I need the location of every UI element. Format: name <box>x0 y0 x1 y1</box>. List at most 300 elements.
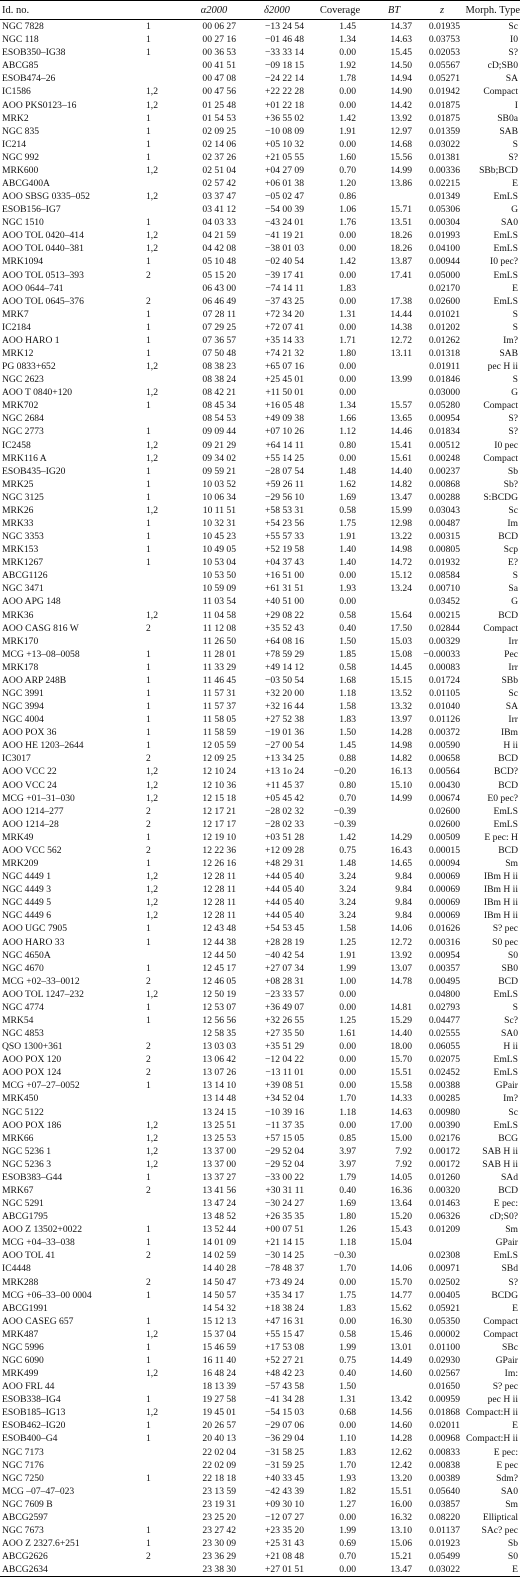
table-row <box>0 59 520 72</box>
cell-bt: 14.77 <box>390 1289 412 1301</box>
cell-bt: 16.00 <box>390 1498 412 1510</box>
table-row <box>0 1537 520 1550</box>
cell-coverage: 1.80 <box>339 1211 356 1223</box>
cell-id: AOO 0644–741 <box>2 282 64 294</box>
cell-ra: 11 46 45 <box>202 674 236 686</box>
cell-coverage: 0.40 <box>339 1184 356 1196</box>
cell-ra: 13 37 27 <box>202 1171 236 1183</box>
cell-morph: BCDG <box>491 1289 518 1301</box>
cell-z: 0.01724 <box>428 674 460 686</box>
cell-bt <box>368 595 420 608</box>
cell-z: 0.00285 <box>428 1093 460 1105</box>
table-row <box>0 1354 520 1367</box>
cell-ra: 09 34 02 <box>202 452 236 464</box>
cell-ref <box>140 595 186 608</box>
cell-id: NGC 4449 3 <box>2 884 52 896</box>
cell-ra: 15 46 59 <box>202 1341 236 1353</box>
cell-ra: 20 40 13 <box>202 1433 236 1445</box>
table-row <box>0 1014 520 1027</box>
cell-coverage: 0.00 <box>339 86 356 98</box>
cell-morph: Irr <box>508 661 518 673</box>
cell-ra: 11 03 54 <box>202 596 236 608</box>
cell-id: AOO Z 2327.6+251 <box>2 1538 80 1550</box>
cell-z: 0.05306 <box>428 204 460 216</box>
cell-coverage: 1.99 <box>339 1525 356 1537</box>
table-row <box>0 412 520 425</box>
cell-ra: 06 43 00 <box>202 282 236 294</box>
cell-ra: 07 50 48 <box>202 347 236 359</box>
cell-ref: 2 <box>146 1250 151 1262</box>
cell-z: 0.01626 <box>428 923 460 935</box>
table-row <box>0 151 520 164</box>
cell-morph: S? <box>508 47 518 59</box>
cell-dec: +09 30 10 <box>265 1498 304 1510</box>
table-body <box>0 20 520 1577</box>
cell-id: AOO 1214–28 <box>2 818 59 830</box>
cell-ra: 22 18 18 <box>202 1472 236 1484</box>
cell-morph: S:BCDG <box>483 491 518 503</box>
cell-bt: 14.45 <box>390 661 412 673</box>
cell-dec: +04 37 43 <box>265 557 304 569</box>
cell-bt <box>368 386 420 399</box>
cell-ref: 1,2 <box>146 164 158 176</box>
cell-morph: Compact:H ii <box>466 1433 518 1445</box>
cell-morph: SBb <box>501 674 518 686</box>
cell-bt: 7.92 <box>395 1158 412 1170</box>
cell-ra: 00 41 51 <box>202 60 236 72</box>
table-row <box>0 844 520 857</box>
table-row <box>0 648 520 661</box>
cell-ra: 13 48 52 <box>202 1211 236 1223</box>
cell-coverage: 0.70 <box>339 1551 356 1563</box>
cell-bt: 15.12 <box>390 570 412 582</box>
cell-z: 0.02555 <box>428 1028 460 1040</box>
cell-coverage: 1.40 <box>339 557 356 569</box>
cell-morph: Elliptical <box>482 1511 518 1523</box>
cell-coverage: 0.00 <box>339 1119 356 1131</box>
cell-dec: +44 05 40 <box>265 897 304 909</box>
cell-morph: S <box>512 138 518 150</box>
cell-id: NGC 3125 <box>2 491 44 503</box>
table-row <box>0 1550 520 1563</box>
cell-z: 0.02844 <box>428 622 460 634</box>
cell-morph: Scp <box>503 544 518 556</box>
cell-bt: 17.38 <box>390 295 412 307</box>
cell-bt: 13.11 <box>390 347 412 359</box>
cell-bt <box>368 190 420 203</box>
cell-z: 0.05567 <box>428 60 460 72</box>
table-row <box>0 530 520 543</box>
table-row <box>0 935 520 948</box>
cell-dec: +04 27 09 <box>265 164 304 176</box>
cell-id: MCG +04–33–038 <box>2 1237 75 1249</box>
cell-z: 0.01021 <box>428 308 460 320</box>
cell-bt: 13.01 <box>390 1341 412 1353</box>
cell-bt: 15.29 <box>390 1014 412 1026</box>
cell-id: ABCG400A <box>2 177 50 189</box>
cell-morph: EmLS <box>493 230 518 242</box>
cell-morph: GPair <box>495 1355 518 1366</box>
cell-ra: 02 57 42 <box>202 177 236 189</box>
cell-z: 0.02567 <box>428 1368 460 1380</box>
cell-ra: 10 06 34 <box>202 491 236 503</box>
cell-morph: I0 pec <box>494 439 518 451</box>
table-row <box>0 687 520 700</box>
cell-bt: 16.43 <box>390 844 412 856</box>
cell-ref: 1 <box>146 217 151 229</box>
cell-id: MRK49 <box>2 831 34 843</box>
cell-ra: 10 11 51 <box>202 504 236 516</box>
cell-coverage: 1.85 <box>339 648 356 660</box>
cell-bt: 9.84 <box>395 871 412 883</box>
cell-morph: cD;S0? <box>489 1211 518 1223</box>
cell-dec: +78 59 29 <box>265 648 304 660</box>
cell-morph: G <box>511 204 518 216</box>
cell-morph: EmLS <box>493 295 518 307</box>
cell-dec: +27 35 50 <box>265 1028 304 1040</box>
cell-z: 0.03753 <box>428 34 460 46</box>
cell-dec: +07 10 26 <box>265 426 304 438</box>
cell-z: 0.00390 <box>428 1119 460 1131</box>
cell-coverage: 0.00 <box>339 243 356 255</box>
cell-id: NGC 5122 <box>2 1106 44 1118</box>
cell-ra: 12 43 48 <box>202 923 236 935</box>
cell-morph: Sc <box>508 21 518 33</box>
cell-coverage: 0.40 <box>339 1368 356 1380</box>
table-row <box>0 46 520 59</box>
cell-morph: SA0 <box>500 217 518 229</box>
cell-coverage: 0.69 <box>339 1538 356 1550</box>
table-row <box>0 1432 520 1445</box>
cell-dec: +11 50 01 <box>265 387 304 399</box>
cell-id: AOO ARP 248B <box>2 674 67 686</box>
cell-ra: 08 45 34 <box>202 400 236 412</box>
cell-dec: −12 07 27 <box>265 1511 304 1523</box>
cell-coverage: 1.82 <box>339 1485 356 1497</box>
table-row <box>0 386 520 399</box>
table-row <box>0 1145 520 1158</box>
table-row <box>0 543 520 556</box>
cell-id: MCG –07–47–023 <box>2 1485 75 1497</box>
cell-id: AOO VCC 562 <box>2 844 62 856</box>
cell-id: MRK499 <box>2 1368 39 1380</box>
cell-ref: 1 <box>146 1001 151 1013</box>
cell-z: 0.00838 <box>428 1459 460 1471</box>
cell-id: NGC 5236 1 <box>2 1145 52 1157</box>
cell-coverage: 1.71 <box>339 334 356 346</box>
cell-ref: 1 <box>146 923 151 935</box>
cell-ra: 13 25 53 <box>202 1132 236 1144</box>
cell-z: 0.02600 <box>428 818 460 830</box>
cell-coverage: 0.00 <box>339 387 356 399</box>
cell-morph: BCG <box>498 1132 518 1144</box>
cell-coverage: 0.00 <box>339 138 356 150</box>
cell-dec: +73 49 24 <box>265 1276 304 1288</box>
cell-dec: +40 33 45 <box>265 1472 304 1484</box>
cell-ref: 1 <box>146 125 151 137</box>
cell-morph: cD;SB0 <box>487 60 518 72</box>
cell-z: 0.02600 <box>428 295 460 307</box>
cell-coverage: 1.18 <box>339 688 356 700</box>
table-row <box>0 1249 520 1262</box>
cell-ref: 1,2 <box>146 766 158 778</box>
cell-z: 0.08220 <box>428 1511 460 1523</box>
table-row <box>0 98 520 111</box>
cell-morph: BCD <box>498 531 518 543</box>
cell-coverage: 1.10 <box>339 1433 356 1445</box>
cell-morph: Compact <box>483 400 518 412</box>
cell-ra: 11 04 58 <box>202 609 236 621</box>
cell-ref: 1 <box>146 674 151 686</box>
cell-dec: +49 09 38 <box>265 413 304 425</box>
cell-dec: +08 28 31 <box>265 975 304 987</box>
cell-coverage: 1.83 <box>339 282 356 294</box>
table-row <box>0 452 520 465</box>
table-row <box>0 674 520 687</box>
cell-ra: 14 54 32 <box>202 1302 236 1314</box>
cell-dec: +16 51 00 <box>265 570 304 582</box>
table-row <box>0 1419 520 1432</box>
cell-dec: +49 14 12 <box>265 661 304 673</box>
table-row <box>0 779 520 792</box>
table-row <box>0 33 520 46</box>
cell-ref: 1 <box>146 1538 151 1550</box>
cell-ra: 00 47 08 <box>202 73 236 85</box>
cell-coverage: −0.39 <box>333 805 356 817</box>
cell-id: NGC 4774 <box>2 1001 44 1013</box>
cell-dec: +52 27 21 <box>265 1355 304 1366</box>
cell-coverage: 1.06 <box>339 204 356 216</box>
cell-ra: 02 14 06 <box>202 138 236 150</box>
cell-bt: 14.56 <box>390 1407 412 1419</box>
cell-ra: 10 53 04 <box>202 557 236 569</box>
table-row <box>0 1315 520 1328</box>
cell-z: 0.02011 <box>429 1420 460 1432</box>
cell-z: 0.00968 <box>428 1433 460 1445</box>
cell-dec: +27 07 34 <box>265 962 304 974</box>
cell-id: NGC 992 <box>2 151 40 163</box>
cell-dec: +58 53 31 <box>265 504 304 516</box>
cell-ra: 23 25 20 <box>202 1511 236 1523</box>
cell-dec: −78 48 37 <box>265 1263 304 1275</box>
cell-id: AOO T 0840+120 <box>2 387 73 399</box>
cell-ra: 13 47 24 <box>202 1198 236 1210</box>
cell-ra: 20 26 57 <box>202 1420 236 1432</box>
cell-dec: −28 02 32 <box>265 805 304 817</box>
cell-dec: −57 43 58 <box>265 1381 304 1393</box>
cell-morph: SA <box>505 701 518 713</box>
cell-z: 0.01209 <box>428 1224 460 1236</box>
cell-ref: 1 <box>146 1525 151 1537</box>
cell-ref: 1 <box>146 518 151 529</box>
cell-ref: 2 <box>146 622 151 634</box>
cell-coverage: 0.70 <box>339 792 356 804</box>
cell-coverage: 1.60 <box>339 151 356 163</box>
cell-z: 0.01105 <box>429 688 460 700</box>
cell-id: MRK170 <box>2 635 39 647</box>
cell-bt: 9.84 <box>395 897 412 909</box>
cell-z: 0.02793 <box>428 1001 460 1013</box>
cell-dec: −10 08 09 <box>265 125 304 137</box>
cell-ref: 1,2 <box>146 779 158 791</box>
cell-z: 0.01935 <box>428 21 460 33</box>
cell-z: 0.05000 <box>428 269 460 281</box>
cell-id: NGC 4449 5 <box>2 897 52 909</box>
cell-bt: 15.03 <box>390 635 412 647</box>
cell-id: IC1586 <box>2 86 31 98</box>
table-row <box>0 635 520 648</box>
cell-id: NGC 7828 <box>2 21 44 33</box>
cell-bt: 15.08 <box>390 648 412 660</box>
cell-ref <box>140 1446 186 1459</box>
cell-z: 0.00430 <box>428 779 460 791</box>
cell-z: 0.00512 <box>428 439 460 451</box>
cell-coverage: 1.25 <box>339 936 356 948</box>
cell-ra: 13 37 00 <box>202 1158 236 1170</box>
cell-morph: E? <box>507 557 518 569</box>
cell-id: NGC 2623 <box>2 374 44 386</box>
cell-coverage: 3.97 <box>339 1145 356 1157</box>
cell-coverage: 1.42 <box>339 256 356 268</box>
cell-ref: 1 <box>146 936 151 948</box>
table-row <box>0 465 520 478</box>
cell-z: 0.01942 <box>428 86 460 98</box>
cell-morph: E0 pec? <box>487 792 518 804</box>
cell-coverage: 1.78 <box>339 73 356 85</box>
cell-ra: 13 52 44 <box>202 1224 236 1236</box>
cell-z: 0.01100 <box>429 1341 460 1353</box>
cell-dec: −38 01 03 <box>265 243 304 255</box>
table-row <box>0 242 520 255</box>
cell-ref: 2 <box>146 805 151 817</box>
cell-ref: 1,2 <box>146 609 158 621</box>
cell-coverage: 0.88 <box>339 753 356 765</box>
cell-bt: 14.40 <box>390 1028 412 1040</box>
cell-ra: 08 38 23 <box>202 361 236 373</box>
cell-z: 0.06326 <box>428 1211 460 1223</box>
cell-coverage: 0.00 <box>339 988 356 1000</box>
cell-bt: 15.62 <box>390 1302 412 1314</box>
cell-ref: 1 <box>146 727 151 739</box>
table-row <box>0 1092 520 1105</box>
cell-ref: 1 <box>146 1341 151 1353</box>
cell-morph: BCD <box>498 753 518 765</box>
cell-bt: 13.51 <box>390 217 412 229</box>
table-row <box>0 792 520 805</box>
cell-z: 0.00389 <box>428 1472 460 1484</box>
cell-bt: 15.20 <box>390 1211 412 1223</box>
cell-dec: +44 05 40 <box>265 884 304 896</box>
cell-z: 0.03043 <box>428 504 460 516</box>
cell-ra: 11 57 31 <box>202 688 236 700</box>
table-row <box>0 85 520 98</box>
cell-ref <box>140 412 186 425</box>
cell-ref: 1 <box>146 688 151 700</box>
cell-dec: +32 26 55 <box>265 1014 304 1026</box>
cell-ref <box>140 1511 186 1524</box>
cell-morph: SAB <box>499 125 518 137</box>
cell-coverage: 1.91 <box>339 125 356 137</box>
cell-ra: 13 14 48 <box>202 1093 236 1105</box>
cell-bt: 14.99 <box>390 792 412 804</box>
cell-coverage: 0.00 <box>339 1276 356 1288</box>
cell-morph: pec H ii <box>487 1394 518 1406</box>
cell-morph: S? <box>508 1276 518 1288</box>
cell-ref <box>140 1485 186 1498</box>
cell-ra: 10 45 23 <box>202 531 236 543</box>
table-row <box>0 962 520 975</box>
cell-z: 0.00405 <box>428 1289 460 1301</box>
cell-id: AOO Z 13502+0022 <box>2 1224 83 1236</box>
cell-dec: −74 14 11 <box>265 282 304 294</box>
cell-morph: Irr <box>508 635 518 647</box>
cell-ra: 04 21 59 <box>202 230 236 242</box>
cell-dec: −30 14 25 <box>265 1250 304 1262</box>
cell-z: 0.05921 <box>428 1302 460 1314</box>
cell-id: ESOB350–IG38 <box>2 47 66 59</box>
cell-ref <box>140 635 186 648</box>
cell-dec: +12 09 28 <box>265 844 304 856</box>
cell-coverage: 1.62 <box>339 478 356 490</box>
cell-ref: 2 <box>146 753 151 765</box>
cell-id: NGC 4650A <box>2 949 51 961</box>
cell-z: 0.00172 <box>428 1145 460 1157</box>
cell-coverage: 0.00 <box>339 295 356 307</box>
cell-dec: +28 28 19 <box>265 936 304 948</box>
cell-morph: E <box>512 1420 518 1432</box>
cell-ra: 14 01 09 <box>202 1237 236 1249</box>
cell-coverage: 0.58 <box>339 504 356 516</box>
table-row <box>0 1001 520 1014</box>
cell-bt: 13.42 <box>390 1394 412 1406</box>
cell-morph: S <box>512 1001 518 1013</box>
cell-coverage: 0.00 <box>339 452 356 464</box>
cell-z: 0.01846 <box>428 374 460 386</box>
cell-coverage: 1.75 <box>339 1289 356 1301</box>
cell-id: NGC 4853 <box>2 1028 44 1040</box>
cell-id: AOO VCC 24 <box>2 779 57 791</box>
cell-ref: 1 <box>146 544 151 556</box>
cell-ra: 12 53 07 <box>202 1001 236 1013</box>
cell-id: AOO SBSG 0335–052 <box>2 191 90 203</box>
cell-bt: 14.99 <box>390 164 412 176</box>
cell-z: 0.00564 <box>428 766 460 778</box>
cell-id: MRK702 <box>2 400 39 412</box>
cell-dec: +29 08 22 <box>265 609 304 621</box>
cell-z: 0.01911 <box>429 361 460 373</box>
cell-ra: 12 10 24 <box>202 766 236 778</box>
cell-coverage: 1.92 <box>339 60 356 72</box>
cell-z: 0.00805 <box>428 544 460 556</box>
cell-ref <box>140 282 186 295</box>
cell-bt: 18.26 <box>390 230 412 242</box>
cell-z: 0.02308 <box>428 1250 460 1262</box>
cell-bt <box>368 818 420 831</box>
table-row <box>0 1223 520 1236</box>
cell-ref <box>140 1197 186 1210</box>
cell-z: 0.02452 <box>428 1067 460 1079</box>
cell-morph: H ii <box>503 740 518 752</box>
cell-z: 0.00336 <box>428 164 460 176</box>
cell-coverage: 1.70 <box>339 1093 356 1105</box>
cell-dec: +35 14 33 <box>265 334 304 346</box>
cell-bt: 14.49 <box>390 1355 412 1366</box>
cell-ref: 1 <box>146 1289 151 1301</box>
cell-id: AOO VCC 22 <box>2 766 57 778</box>
cell-dec: −43 24 01 <box>265 217 304 229</box>
cell-morph: Sb <box>507 1538 518 1550</box>
cell-ra: 01 25 48 <box>202 99 236 111</box>
